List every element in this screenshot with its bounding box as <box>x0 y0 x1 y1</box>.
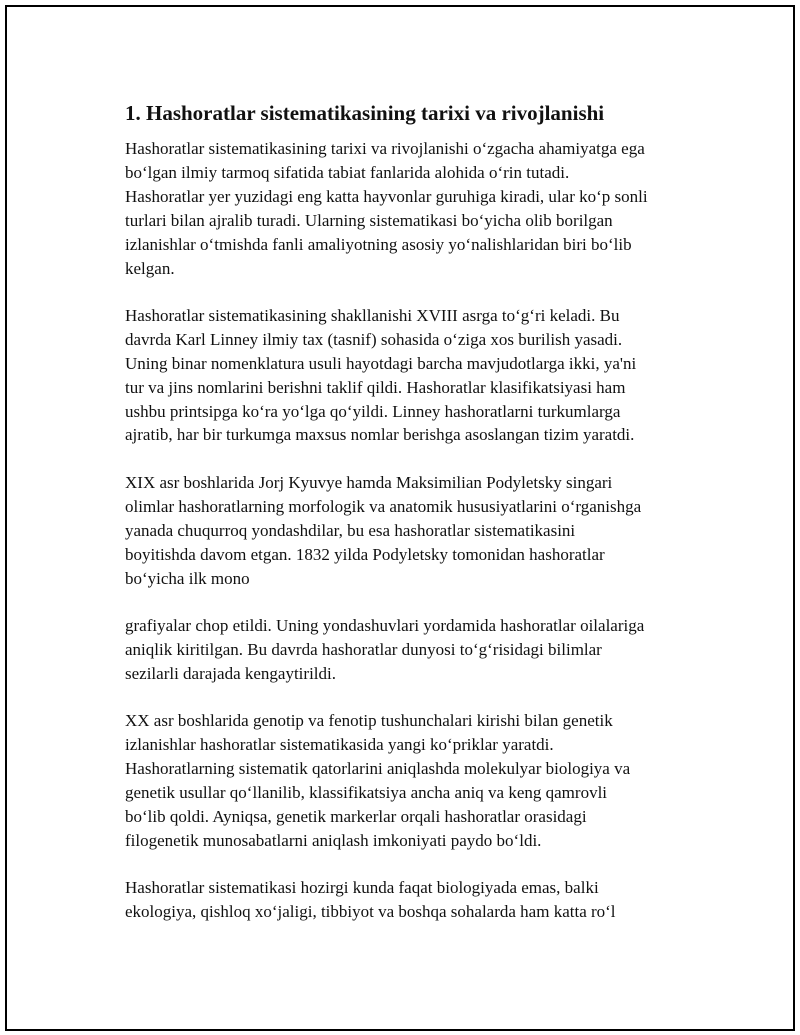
text-line: sezilarli darajada kengaytirildi. <box>125 663 336 683</box>
text-line: olimlar hashoratlarning morfologik va anatomik hususiyatlarini oʻrganishga <box>125 496 642 516</box>
text-line: izlanishlar hashoratlar sistematikasida yangi koʻpriklar yaratdi. <box>125 735 554 755</box>
text-line: boyitishda davom etgan. 1832 yilda Podyletsky tomonidan hashoratlar <box>125 544 605 564</box>
text-line: XX asr boshlarida genotip va fenotip tushunchalari kirishi bilan genetik <box>125 711 613 731</box>
paragraph-2 <box>125 304 709 447</box>
page-frame <box>5 5 795 1031</box>
text-line: Uning binar nomenklatura usuli hayotdagi barcha mavjudotlarga ikki, ya'ni <box>125 353 637 373</box>
text-line: davrda Karl Linney ilmiy tax (tasnif) sohasida oʻziga xos burilish yasadi. <box>125 329 623 349</box>
text-line: boʻyicha ilk mono <box>125 568 250 588</box>
text-line: Hashoratlarning sistematik qatorlarini aniqlashda molekulyar biologiya va <box>125 758 631 778</box>
text-line: genetik usullar qoʻllanilib, klassifikatsiya ancha aniq va keng qamrovli <box>125 782 608 802</box>
paragraph-1 <box>125 137 709 280</box>
paragraph-4 <box>125 614 709 686</box>
text-line: kelgan. <box>125 258 175 278</box>
text-line: boʻlgan ilmiy tarmoq sifatida tabiat fanlarida alohida oʻrin tutadi. <box>125 162 570 182</box>
text-line: Hashoratlar sistematikasining shakllanishi XVIII asrga toʻgʻri keladi. Bu <box>125 305 620 325</box>
paragraph-6 <box>125 876 709 924</box>
text-line: ushbu printsipga koʻra yoʻlga qoʻyildi. Linney hashoratlarni turkumlarga <box>125 401 621 421</box>
text-line: aniqlik kiritilgan. Bu davrda hashoratlar dunyosi toʻgʻrisidagi bilimlar <box>125 639 602 659</box>
text-line: Hashoratlar sistematikasi hozirgi kunda faqat biologiyada emas, balki <box>125 878 599 898</box>
text-line: izlanishlar oʻtmishda fanli amaliyotning asosiy yoʻnalishlaridan biri boʻlib <box>125 234 632 254</box>
text-line: XIX asr boshlarida Jorj Kyuvye hamda Maksimilian Podyletsky singari <box>125 472 613 492</box>
text-line: filogenetik munosabatlarni aniqlash imkoniyati paydo boʻldi. <box>125 830 542 850</box>
paragraph-5 <box>125 709 709 852</box>
text-line: ajratib, har bir turkumga maxsus nomlar berishga asoslangan tizim yaratdi. <box>125 425 635 445</box>
text-line: Hashoratlar sistematikasining tarixi va rivojlanishi oʻzgacha ahamiyatga ega <box>125 139 645 158</box>
text-line: boʻlib qoldi. Ayniqsa, genetik markerlar orqali hashoratlar orasidagi <box>125 806 587 826</box>
text-line: yanada chuqurroq yondashdilar, bu esa hashoratlar sistematikasini <box>125 520 576 540</box>
text-line: turlari bilan ajralib turadi. Ularning sistematikasi boʻyicha olib borilgan <box>125 210 613 230</box>
text-line: grafiyalar chop etildi. Uning yondashuvlari yordamida hashoratlar oilalariga <box>125 615 645 635</box>
text-line: Hashoratlar yer yuzidagi eng katta hayvonlar guruhiga kiradi, ular koʻp sonli <box>125 186 648 206</box>
section-heading: 1. Hashoratlar sistematikasining tarixi va rivojlanishi <box>125 101 605 125</box>
text-line: tur va jins nomlarini berishni taklif qildi. Hashoratlar klasifikatsiyasi ham <box>125 377 626 397</box>
paragraph-3 <box>125 471 709 591</box>
text-line: ekologiya, qishloq xoʻjaligi, tibbiyot va boshqa sohalarda ham katta roʻl <box>125 901 616 921</box>
document-body <box>119 99 709 947</box>
